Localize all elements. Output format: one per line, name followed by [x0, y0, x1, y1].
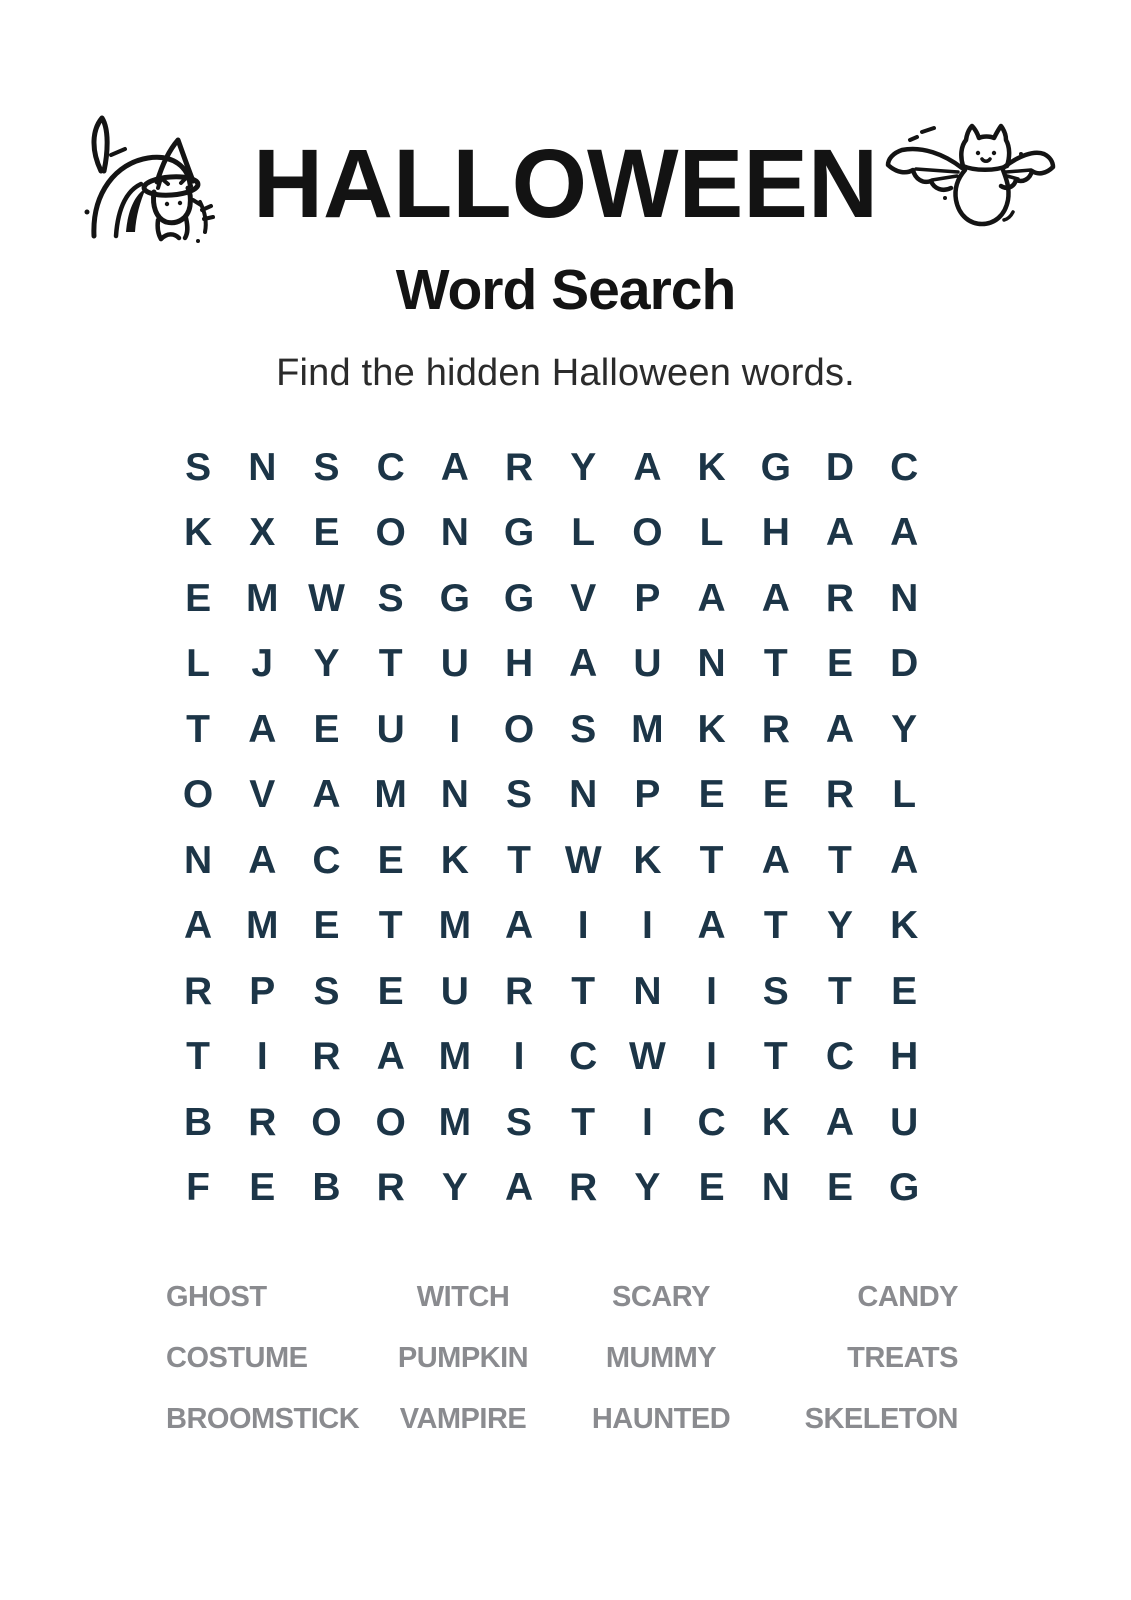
grid-cell: R — [376, 1166, 405, 1210]
grid-cell: G — [503, 511, 535, 555]
grid-cell: E — [313, 707, 340, 751]
grid-cell: D — [825, 445, 855, 489]
grid-cell: Y — [634, 1166, 661, 1210]
instruction-text: Find the hidden Halloween words. — [276, 352, 855, 394]
grid-cell: A — [890, 511, 919, 555]
grid-cell: R — [312, 1035, 341, 1079]
grid-cell: T — [828, 838, 852, 882]
grid-cell: R — [248, 1100, 277, 1144]
word-item: SKELETON — [804, 1403, 958, 1435]
grid-cell: W — [564, 838, 602, 882]
grid-cell: I — [256, 1035, 268, 1079]
grid-cell: E — [313, 904, 340, 948]
grid-cell: O — [632, 511, 663, 555]
grid-cell: U — [440, 969, 469, 1013]
grid-cell: A — [376, 1035, 405, 1079]
grid-cell: T — [699, 838, 724, 882]
grid-cell: K — [761, 1100, 790, 1144]
grid-cell: O — [182, 773, 214, 817]
grid-cell: I — [706, 969, 718, 1013]
word-item: COSTUME — [166, 1342, 308, 1374]
grid-cell: S — [313, 445, 340, 489]
grid-cell: T — [571, 1100, 596, 1144]
grid-cell: C — [569, 1035, 598, 1079]
grid-cell: A — [504, 1166, 534, 1210]
grid-cell: N — [184, 838, 213, 882]
grid-cell: N — [633, 969, 662, 1013]
grid-cell: A — [440, 445, 469, 489]
word-item: PUMPKIN — [397, 1342, 529, 1374]
grid-cell: E — [377, 838, 404, 882]
grid-cell: A — [825, 511, 855, 555]
grid-cell: A — [825, 1100, 855, 1144]
grid-cell: L — [892, 773, 917, 817]
grid-cell: A — [504, 904, 534, 948]
grid-cell: W — [308, 576, 345, 620]
word-grid — [166, 435, 936, 1221]
grid-cell: E — [377, 969, 404, 1013]
page-subtitle: Word Search — [395, 258, 736, 322]
grid-cell: I — [706, 1035, 718, 1079]
word-item: TREATS — [847, 1342, 958, 1374]
grid-cell: E — [698, 1166, 725, 1210]
grid-cell: C — [312, 838, 341, 882]
grid-cell: A — [697, 576, 726, 620]
grid-cell: O — [311, 1100, 342, 1144]
grid-cell: A — [184, 904, 213, 948]
word-item: VAMPIRE — [399, 1403, 527, 1435]
grid-cell: H — [504, 642, 534, 686]
grid-cell: A — [825, 707, 855, 751]
grid-cell: N — [569, 773, 598, 817]
grid-cell: U — [633, 642, 662, 686]
grid-cell: A — [761, 576, 790, 620]
grid-cell: I — [577, 904, 589, 948]
grid-cell: E — [762, 773, 789, 817]
grid-cell: Y — [891, 707, 918, 751]
grid-cell: A — [761, 838, 790, 882]
grid-cell: R — [569, 1166, 598, 1210]
grid-cell: E — [698, 773, 725, 817]
word-item: MUMMY — [605, 1342, 717, 1374]
grid-cell: N — [440, 511, 469, 555]
grid-cell: B — [312, 1166, 341, 1210]
grid-cell: A — [697, 904, 726, 948]
grid-cell: V — [570, 576, 597, 620]
word-item: GHOST — [166, 1281, 267, 1313]
grid-cell: Y — [313, 642, 340, 686]
grid-cell: H — [890, 1035, 919, 1079]
grid-cell: H — [761, 511, 790, 555]
word-item: WITCH — [416, 1281, 510, 1313]
grid-cell: N — [890, 576, 919, 620]
grid-cell: X — [249, 511, 276, 555]
grid-cell: N — [761, 1166, 790, 1210]
grid-cell: Y — [826, 904, 853, 948]
word-item: CANDY — [857, 1281, 958, 1313]
grid-cell: T — [378, 904, 403, 948]
grid-cell: E — [185, 576, 212, 620]
grid-cell: R — [825, 576, 855, 620]
grid-cell: U — [376, 707, 405, 751]
grid-cell: C — [376, 445, 405, 489]
grid-cell: R — [825, 773, 855, 817]
grid-cell: P — [634, 773, 661, 817]
grid-cell: T — [378, 642, 403, 686]
grid-cell: F — [186, 1166, 210, 1210]
grid-cell: I — [641, 904, 653, 948]
grid-cell: A — [569, 642, 598, 686]
grid-cell: G — [439, 576, 471, 620]
grid-cell: K — [633, 838, 662, 882]
grid-cell: T — [507, 838, 531, 882]
grid-cell: K — [440, 838, 469, 882]
grid-cell: A — [890, 838, 919, 882]
grid-cell: L — [699, 511, 724, 555]
grid-cell: P — [249, 969, 276, 1013]
grid-cell: S — [377, 576, 404, 620]
grid-cell: S — [762, 969, 789, 1013]
grid-cell: K — [697, 445, 726, 489]
grid-cell: T — [763, 904, 788, 948]
grid-cell: R — [184, 969, 213, 1013]
grid-cell: E — [249, 1166, 276, 1210]
grid-cell: E — [826, 1166, 853, 1210]
grid-cell: E — [891, 969, 918, 1013]
grid-cell: E — [313, 511, 340, 555]
grid-cell: M — [374, 773, 407, 817]
grid-cell: A — [248, 707, 277, 751]
grid-cell: D — [890, 642, 919, 686]
grid-cell: G — [888, 1166, 920, 1210]
word-item: HAUNTED — [591, 1403, 731, 1435]
grid-cell: C — [697, 1100, 726, 1144]
grid-cell: N — [697, 642, 726, 686]
grid-cell: R — [504, 969, 534, 1013]
grid-cell: C — [890, 445, 919, 489]
grid-cell: E — [826, 642, 853, 686]
grid-cell: P — [634, 576, 661, 620]
grid-cell: K — [184, 511, 213, 555]
grid-cell: M — [438, 1035, 472, 1079]
grid-cell: S — [185, 445, 212, 489]
grid-cell: O — [375, 511, 406, 555]
grid-cell: M — [246, 904, 279, 948]
grid-cell: L — [186, 642, 210, 686]
grid-cell: T — [763, 642, 788, 686]
grid-cell: I — [513, 1035, 525, 1079]
grid-cell: T — [763, 1035, 788, 1079]
grid-cell: S — [506, 773, 533, 817]
grid-cell: A — [312, 773, 341, 817]
grid-cell: N — [248, 445, 277, 489]
grid-cell: A — [248, 838, 277, 882]
grid-cell: B — [184, 1100, 213, 1144]
grid-cell: K — [697, 707, 726, 751]
grid-cell: W — [629, 1035, 666, 1079]
grid-cell: G — [503, 576, 535, 620]
grid-cell: Y — [441, 1166, 468, 1210]
grid-cell: R — [761, 707, 790, 751]
grid-cell: T — [186, 707, 210, 751]
grid-cell: U — [440, 642, 469, 686]
grid-cell: T — [571, 969, 596, 1013]
grid-cell: S — [570, 707, 597, 751]
grid-cell: O — [503, 707, 535, 751]
grid-cell: M — [631, 707, 664, 751]
grid-cell: M — [246, 576, 279, 620]
grid-cell: S — [506, 1100, 533, 1144]
grid-cell: L — [571, 511, 596, 555]
word-item: BROOMSTICK — [166, 1403, 360, 1435]
grid-cell: C — [825, 1035, 855, 1079]
grid-cell: S — [313, 969, 340, 1013]
grid-cell: A — [633, 445, 662, 489]
grid-cell: O — [375, 1100, 406, 1144]
grid-cell: U — [890, 1100, 919, 1144]
grid-cell: R — [504, 445, 534, 489]
grid-cell: M — [438, 904, 472, 948]
grid-cell: T — [186, 1035, 210, 1079]
grid-cell: K — [890, 904, 919, 948]
grid-cell: M — [438, 1100, 472, 1144]
grid-cell: G — [760, 445, 791, 489]
grid-cell: Y — [570, 445, 597, 489]
grid-cell: T — [828, 969, 852, 1013]
word-list — [166, 1267, 958, 1450]
grid-cell: I — [449, 707, 461, 751]
word-item: SCARY — [612, 1281, 710, 1313]
grid-cell: J — [251, 642, 274, 686]
page-title: HALLOWEEN — [252, 129, 879, 238]
grid-cell: I — [641, 1100, 653, 1144]
grid-cell: V — [249, 773, 276, 817]
grid-cell: N — [440, 773, 469, 817]
